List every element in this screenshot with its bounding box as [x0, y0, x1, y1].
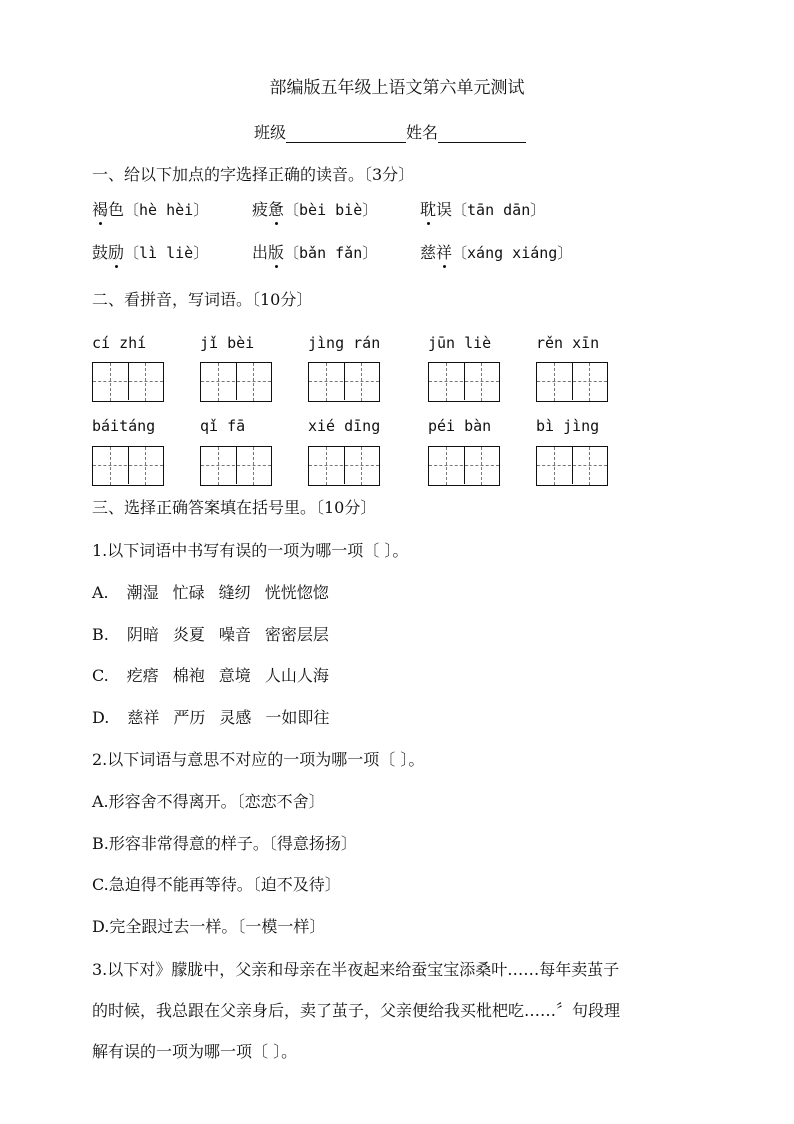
name-blank[interactable]	[438, 124, 526, 143]
option-label: D.	[92, 707, 110, 727]
writing-grid[interactable]	[308, 446, 380, 486]
grid-guide-vertical	[145, 363, 146, 401]
question-3-line-3: 解有误的一项为哪一项〔 〕。	[92, 1042, 298, 1061]
grid-guide-horizontal	[93, 465, 163, 466]
pinyin-choices[interactable]: 〔lì liè〕	[124, 244, 209, 262]
grid-guide-horizontal	[429, 381, 499, 382]
word-char: 疲	[252, 200, 269, 219]
writing-grid[interactable]	[308, 362, 380, 402]
word-char: 出	[252, 243, 269, 262]
grid-guide-vertical	[446, 447, 447, 485]
grid-guide-horizontal	[93, 381, 163, 382]
writing-grid[interactable]	[92, 362, 164, 402]
pinyin-choices[interactable]: 〔xáng xiáng〕	[452, 244, 573, 262]
grid-guide-vertical	[110, 363, 111, 401]
pinyin-label: báitáng	[92, 417, 156, 435]
option-a[interactable]: A.形容舍不得离开。〔恋恋不舍〕	[92, 792, 325, 811]
dotted-char: 版	[268, 243, 285, 262]
reading-item	[252, 243, 377, 263]
option-word: 一如即往	[265, 707, 330, 727]
option-c[interactable]: C.急迫得不能再等待。〔迫不及待〕	[92, 875, 341, 894]
pinyin-label: jūn liè	[428, 334, 492, 352]
grid-guide-vertical	[218, 363, 219, 401]
grid-guide-vertical	[326, 447, 327, 485]
dotted-char: 励	[108, 243, 125, 262]
option-word: 人山人海	[264, 666, 329, 685]
grid-guide-vertical	[145, 447, 146, 485]
word-char: 色	[108, 200, 125, 219]
grid-guide-vertical	[361, 363, 362, 401]
grid-guide-vertical	[481, 363, 482, 401]
option-c[interactable]	[92, 666, 343, 686]
option-label: B.	[92, 624, 109, 644]
writing-grid[interactable]	[428, 362, 500, 402]
writing-grid[interactable]	[200, 446, 272, 486]
pinyin-label: rěn xīn	[536, 334, 600, 352]
grid-guide-vertical	[110, 447, 111, 485]
pinyin-label: bì jìng	[536, 417, 600, 435]
option-word: 潮湿	[126, 583, 159, 602]
option-word: 疙瘩	[126, 666, 159, 685]
pinyin-choices[interactable]: 〔hè hèi〕	[124, 201, 209, 219]
option-d[interactable]	[92, 708, 343, 728]
class-label: 班级	[254, 123, 287, 142]
grid-guide-vertical	[218, 447, 219, 485]
pinyin-choices[interactable]: 〔tān dān〕	[452, 201, 546, 219]
pinyin-label: jǐ bèi	[200, 334, 255, 352]
writing-grid[interactable]	[428, 446, 500, 486]
option-word: 恍恍惚惚	[264, 583, 329, 602]
option-b[interactable]: B.形容非常得意的样子。〔得意扬扬〕	[92, 833, 357, 853]
reading-item	[252, 200, 377, 220]
question-2-stem: 2.以下词语与意思不对应的一项为哪一项〔 〕。	[92, 750, 425, 769]
section1-heading: 一、给以下加点的字选择正确的读音。〔3分〕	[92, 165, 415, 184]
pinyin-label: qǐ fā	[200, 417, 246, 435]
grid-guide-horizontal	[201, 381, 271, 382]
dotted-char: 耽	[420, 200, 437, 219]
grid-guide-horizontal	[309, 381, 379, 382]
option-word: 炎夏	[172, 624, 205, 644]
pinyin-choices[interactable]: 〔bèi biè〕	[284, 201, 378, 219]
grid-guide-horizontal	[537, 465, 607, 466]
reading-item	[92, 243, 208, 263]
reading-item	[420, 200, 545, 220]
option-word: 密密层层	[264, 624, 329, 644]
page-title: 部编版五年级上语文第六单元测试	[269, 78, 525, 98]
grid-guide-vertical	[253, 447, 254, 485]
reading-item	[92, 200, 208, 220]
grid-guide-horizontal	[309, 465, 379, 466]
pinyin-label: xié dīng	[308, 417, 381, 435]
reading-item	[420, 243, 572, 263]
writing-grid[interactable]	[200, 362, 272, 402]
option-word: 阴暗	[126, 624, 159, 644]
grid-guide-vertical	[554, 447, 555, 485]
option-word: 灵感	[219, 707, 252, 727]
grid-guide-vertical	[589, 363, 590, 401]
question-3-line-1: 3.以下对》朦胧中，父亲和母亲在半夜起来给蚕宝宝添桑叶……每年卖茧子	[92, 960, 620, 979]
grid-guide-horizontal	[429, 465, 499, 466]
word-char: 慈	[420, 243, 437, 262]
pinyin-choices[interactable]: 〔bǎn fǎn〕	[284, 244, 378, 262]
option-a[interactable]	[92, 583, 343, 603]
option-word: 慈祥	[127, 707, 160, 727]
writing-grid[interactable]	[92, 446, 164, 486]
grid-guide-horizontal	[537, 381, 607, 382]
grid-guide-vertical	[326, 363, 327, 401]
pinyin-label: cí zhí	[92, 334, 147, 352]
option-label: A.	[92, 583, 109, 602]
option-b[interactable]	[92, 625, 343, 645]
option-word: 缝纫	[218, 583, 251, 602]
option-word: 严历	[173, 707, 206, 727]
class-name-line	[254, 123, 526, 143]
option-word: 棉袍	[172, 666, 205, 685]
name-label: 姓名	[406, 123, 439, 142]
section2-heading: 二、看拼音，写词语。〔10分〕	[92, 290, 313, 309]
word-char: 鼓	[92, 243, 109, 262]
option-word: 忙碌	[172, 583, 205, 602]
grid-guide-vertical	[554, 363, 555, 401]
grid-guide-vertical	[446, 363, 447, 401]
grid-guide-vertical	[589, 447, 590, 485]
grid-guide-vertical	[481, 447, 482, 485]
word-char: 误	[436, 200, 453, 219]
section3-heading: 三、选择正确答案填在括号里。〔10分〕	[92, 498, 377, 517]
dotted-char: 褐	[92, 200, 109, 219]
grid-guide-vertical	[361, 447, 362, 485]
pinyin-label: péi bàn	[428, 417, 492, 435]
writing-grid[interactable]	[536, 362, 608, 402]
option-word: 噪音	[218, 624, 251, 644]
grid-guide-horizontal	[201, 465, 271, 466]
question-1-stem: 1.以下词语中书写有误的一项为哪一项〔 〕。	[92, 541, 409, 560]
option-label: C.	[92, 666, 109, 685]
option-word: 意境	[218, 666, 251, 685]
class-blank[interactable]	[286, 124, 406, 143]
dotted-char: 祥	[436, 243, 453, 262]
writing-grid[interactable]	[536, 446, 608, 486]
dotted-char: 惫	[268, 200, 285, 219]
option-d[interactable]: D.完全跟过去一样。〔一模一样〕	[92, 916, 326, 936]
pinyin-label: jìng rán	[308, 334, 381, 352]
question-3-line-2: 的时候，我总跟在父亲身后，卖了茧子，父亲便给我买枇杷吃……〞句段理	[92, 1001, 621, 1020]
grid-guide-vertical	[253, 363, 254, 401]
